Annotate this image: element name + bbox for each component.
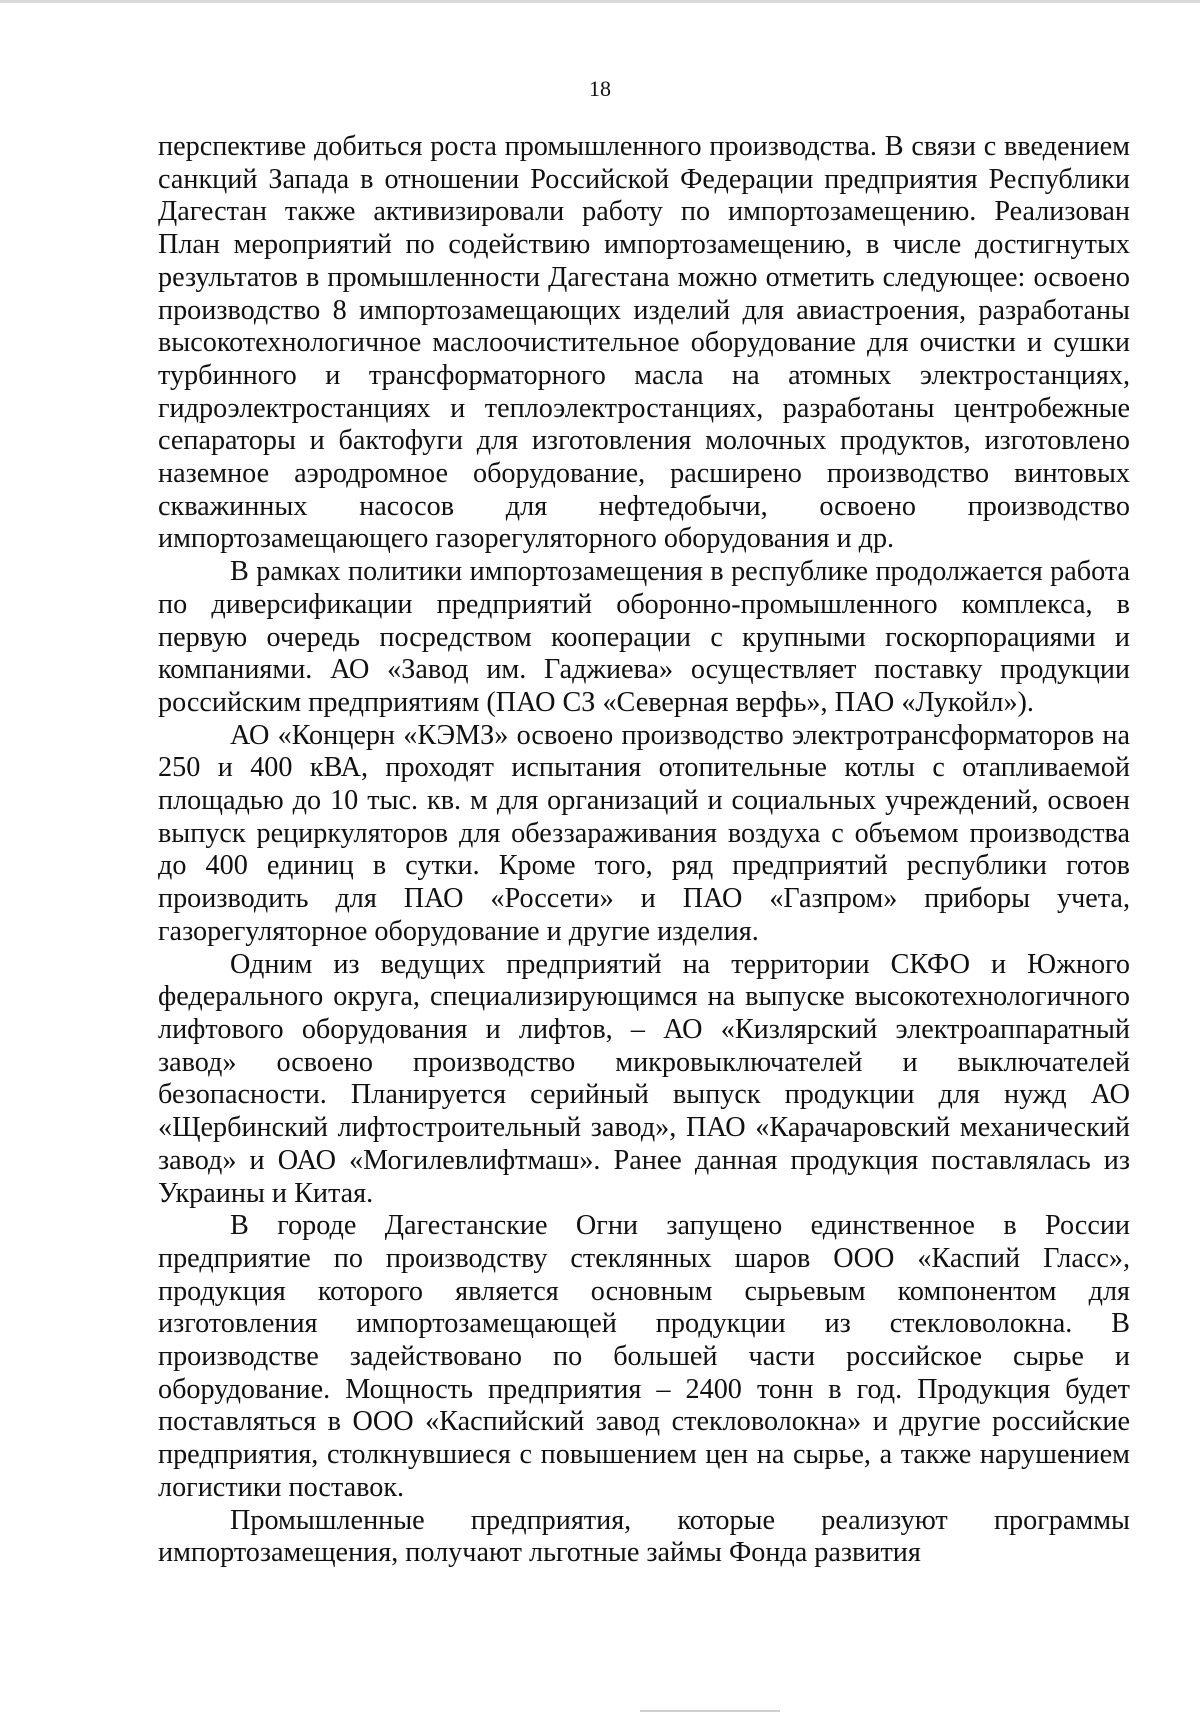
paragraph-2: В рамках политики импортозамещения в республике продолжается работа по диверсификации предприятий оборонно-промышленного комплекса, в первую очередь посредством кооперации с крупными госкорпорациями и компаниями. АО «Завод им. Гаджиева» осуществляет поставку продукции российским предприятиям (ПАО СЗ «Северная верфь», ПАО «Лукойл»). [158, 556, 1130, 718]
paragraph-3: АО «Концерн «КЭМЗ» освоено производство электротрансформаторов на 250 и 400 кВА, проходят испытания отопительные котлы с отапливаемой площадью до 10 тыс. кв. м для организаций и социальных учреждений, освоен выпуск рециркуляторов для обеззараживания воздуха с объемом производства до 400 единиц в сутки. Кроме того, ряд предприятий республики готов производить для ПАО «Россети» и ПАО «Газпром» приборы учета, газорегуляторное оборудование и другие изделия. [158, 719, 1130, 947]
paragraph-5: В городе Дагестанские Огни запущено единственное в России предприятие по производству стеклянных шаров ООО «Каспий Гласс», продукция которого является основным сырьевым компонентом для изготовления импортозамещающей продукции из стекловолокна. В производстве задействовано по большей части российское сырье и оборудование. Мощность предприятия – 2400 тонн в год. Продукция будет поставляться в ООО «Каспийский завод стекловолокна» и другие российские предприятия, столкнувшиеся с повышением цен на сырье, а также нарушением логистики поставок. [158, 1210, 1130, 1503]
paragraph-6: Промышленные предприятия, которые реализуют программы импортозамещения, получают льготные займы Фонда развития [158, 1504, 1130, 1569]
scan-edge-top [0, 0, 1200, 3]
page-number: 18 [589, 76, 611, 101]
scan-edge-bottom [640, 1710, 780, 1712]
paragraph-4: Одним из ведущих предприятий на территории СКФО и Южного федерального округа, специализирующимся на выпуске высокотехнологичного лифтового оборудования и лифтов, – АО «Кизлярский электроаппаратный завод» освоено производство микровыключателей и выключателей безопасности. Планируется серийный выпуск продукции для нужд АО «Щербинский лифтостроительный завод», ПАО «Карачаровский механический завод» и ОАО «Могилевлифтмаш». Ранее данная продукция поставлялась из Украины и Китая. [158, 948, 1130, 1209]
paragraph-1: перспективе добиться роста промышленного производства. В связи с введением санкций Запада в отношении Российской Федерации предприятия Республики Дагестан также активизировали работу по импортозамещению. Реализован План мероприятий по содействию импортозамещению, в числе достигнутых результатов в промышленности Дагестана можно отметить следующее: освоено производство 8 импортозамещающих изделий для авиастроения, разработаны высокотехнологичное маслоочистительное оборудование для очистки и сушки турбинного и трансформаторного масла на атомных электростанциях, гидроэлектростанциях и теплоэлектростанциях, разработаны центробежные сепараторы и бактофуги для изготовления молочных продуктов, изготовлено наземное аэродромное оборудование, расширено производство винтовых скважинных насосов для нефтедобычи, освоено производство импортозамещающего газорегуляторного оборудования и др. [158, 131, 1130, 555]
document-body [158, 131, 1130, 1570]
